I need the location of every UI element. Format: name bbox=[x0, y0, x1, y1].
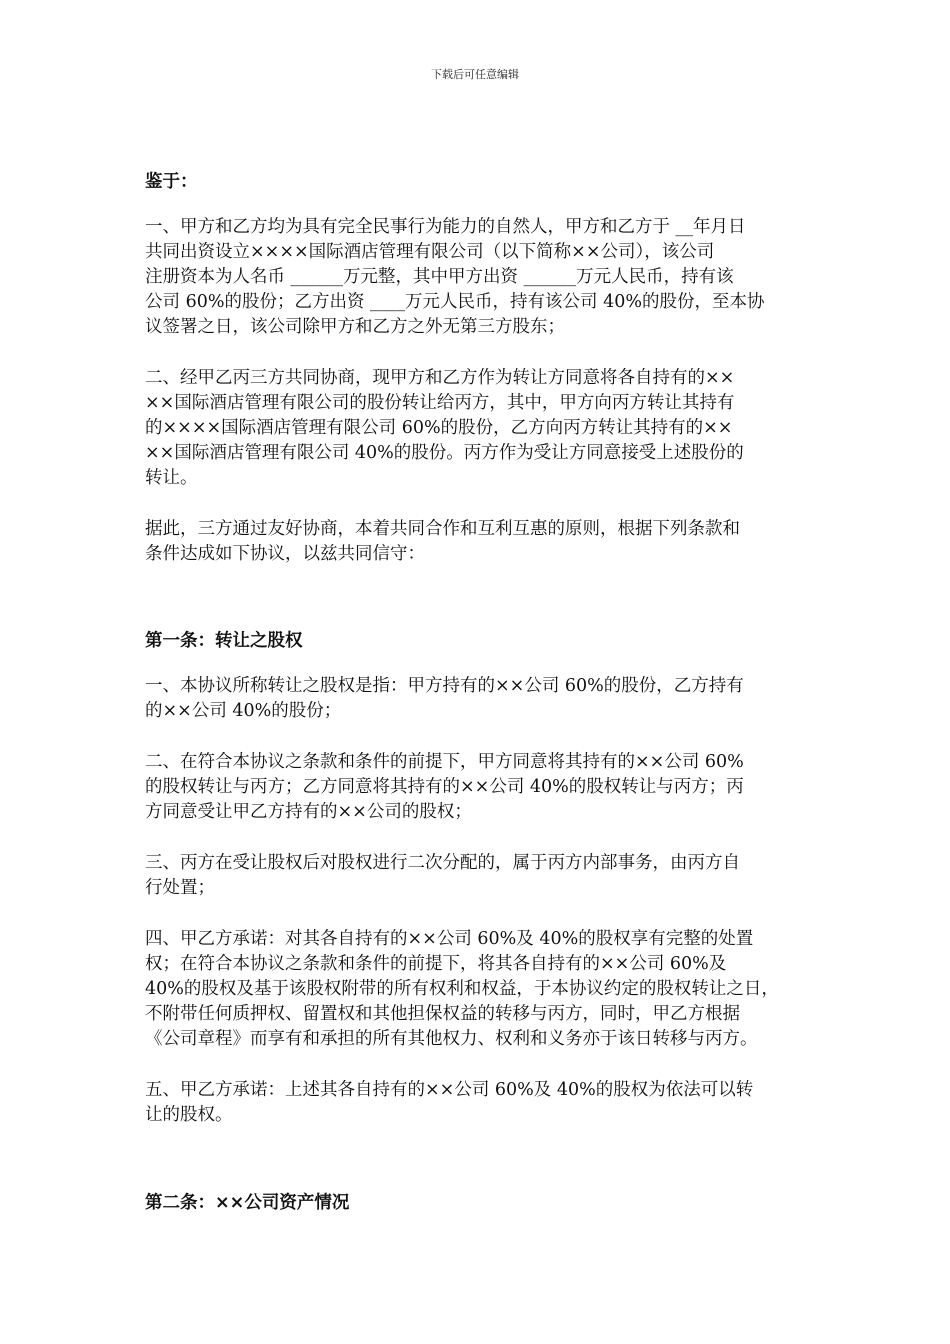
text-line: 议签署之日，该公司除甲方和乙方之外无第三方股东； bbox=[145, 317, 565, 337]
text-line: 共同出资设立××××国际酒店管理有限公司（以下简称××公司），该公司 bbox=[145, 242, 715, 262]
text-line: 行处置； bbox=[145, 878, 215, 898]
text-line: 方同意受让甲乙方持有的××公司的股权； bbox=[145, 802, 472, 822]
text-line: ××国际酒店管理有限公司 40%的股份。丙方作为受让方同意接受上述股份的 bbox=[145, 443, 744, 463]
text-line: 一、甲方和乙方均为具有完全民事行为能力的自然人，甲方和乙方于 __年月日 bbox=[145, 217, 746, 237]
text-line: 条件达成如下协议，以兹共同信守： bbox=[145, 544, 425, 564]
article-1-clause-1 bbox=[145, 674, 810, 724]
article-1-clause-2 bbox=[145, 750, 810, 825]
text-line: 的××××国际酒店管理有限公司 60%的股份，乙方向丙方转让其持有的×× bbox=[145, 418, 733, 438]
article-2-heading: 第二条：××公司资产情况 bbox=[145, 1193, 350, 1213]
text-line: 《公司章程》而享有和承担的所有其他权力、权利和义务亦于该日转移与丙方。 bbox=[145, 1029, 758, 1049]
text-line: 一、本协议所称转让之股权是指：甲方持有的××公司 60%的股份，乙方持有 bbox=[145, 676, 744, 696]
text-line: 40%的股权及基于该股权附带的所有权利和权益，于本协议约定的股权转让之日， bbox=[145, 979, 779, 999]
header-note: 下载后可任意编辑 bbox=[431, 68, 519, 81]
preamble-paragraph-2 bbox=[145, 366, 810, 491]
text-line: 的××公司 40%的股份； bbox=[145, 701, 342, 721]
preamble-paragraph-3 bbox=[145, 517, 810, 567]
text-line: 公司 60%的股份；乙方出资 ____万元人民币，持有该公司 40%的股份，至本协 bbox=[145, 292, 765, 312]
text-line: 让的股权。 bbox=[145, 1105, 233, 1125]
article-1-clause-3 bbox=[145, 851, 810, 901]
text-line: 不附带任何质押权、留置权和其他担保权益的转移与丙方，同时，甲乙方根据 bbox=[145, 1004, 740, 1024]
preamble-paragraph-1 bbox=[145, 215, 810, 340]
text-line: ××国际酒店管理有限公司的股份转让给丙方，其中，甲方向丙方转让其持有 bbox=[145, 393, 735, 413]
text-line: 转让。 bbox=[145, 468, 198, 488]
preamble-heading: 鉴于： bbox=[145, 172, 198, 192]
text-line: 据此，三方通过友好协商，本着共同合作和互利互惠的原则，根据下列条款和 bbox=[145, 519, 740, 539]
article-1-clause-5 bbox=[145, 1078, 810, 1128]
text-line: 的股权转让与丙方；乙方同意将其持有的××公司 40%的股权转让与丙方；丙 bbox=[145, 777, 744, 797]
article-1-heading: 第一条：转让之股权 bbox=[145, 631, 303, 651]
text-line: 二、在符合本协议之条款和条件的前提下，甲方同意将其持有的××公司 60% bbox=[145, 752, 744, 772]
text-line: 注册资本为人名币 ______万元整，其中甲方出资 ______万元人民币，持有该 bbox=[145, 267, 734, 287]
article-1-clause-4 bbox=[145, 927, 810, 1052]
text-line: 五、甲乙方承诺：上述其各自持有的××公司 60%及 40%的股权为依法可以转 bbox=[145, 1080, 754, 1100]
text-line: 三、丙方在受让股权后对股权进行二次分配的，属于丙方内部事务，由丙方自 bbox=[145, 853, 740, 873]
text-line: 权；在符合本协议之条款和条件的前提下，将其各自持有的××公司 60%及 bbox=[145, 954, 727, 974]
text-line: 二、经甲乙丙三方共同协商，现甲方和乙方作为转让方同意将各自持有的×× bbox=[145, 368, 735, 388]
text-line: 四、甲乙方承诺：对其各自持有的××公司 60%及 40%的股权享有完整的处置 bbox=[145, 929, 754, 949]
document-body bbox=[145, 170, 810, 1216]
